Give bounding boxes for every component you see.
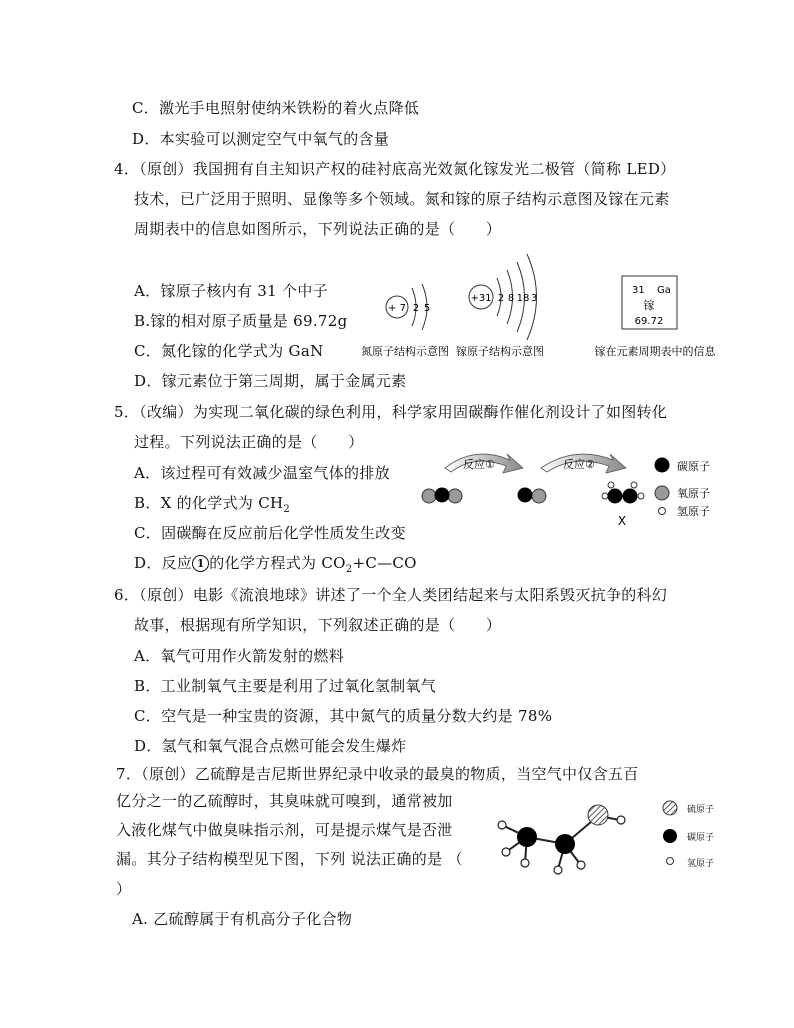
- ga-shell-1: 2: [497, 293, 505, 304]
- q5-option-b: [134, 493, 290, 520]
- q4-option-c: C．氮化镓的化学式为 GaN: [134, 342, 324, 360]
- q5-d-text-2: 的化学方程式为 CO: [209, 554, 346, 572]
- gallium-atom-diagram: [469, 254, 537, 340]
- reaction-2-arrow: [541, 454, 626, 473]
- n-shell-1: 2: [412, 303, 420, 314]
- q6-option-a: A．氧气可用作火箭发射的燃料: [134, 647, 345, 665]
- q7-stem-line4: 漏。其分子结构模型见下图，下列 说法正确的是 （: [116, 850, 463, 868]
- legend-hydrogen: 氢原子: [677, 505, 710, 518]
- q5-d-text-3: +C—CO: [352, 554, 417, 572]
- q5-figure: [415, 440, 735, 535]
- cell-mass: 69.72: [634, 316, 664, 327]
- nitrogen-atom-diagram: [386, 284, 430, 330]
- gallium-periodic-cell: [622, 276, 677, 329]
- cell-symbol: Ga: [657, 285, 671, 296]
- q5-b-text: B．X 的化学式为 CH: [134, 494, 284, 512]
- n-shell-2: 5: [423, 303, 431, 314]
- reaction-1-label: 反应①: [463, 458, 495, 471]
- q7-stem-line1: 7．（原创）乙硫醇是吉尼斯世界纪录中收录的最臭的物质，当空气中仅含五百: [116, 765, 639, 783]
- co-molecule: [518, 488, 547, 504]
- molecule-atoms: [498, 805, 625, 874]
- legend-carbon-q7: 碳原子: [687, 833, 715, 843]
- q7-stem-line2: 亿分之一的乙硫醇时，其臭味就可嗅到，通常被加: [116, 792, 453, 810]
- q5-option-a: A．该过程可有效减少温室气体的排放: [134, 464, 390, 482]
- reaction-2-label: 反应②: [563, 458, 595, 471]
- legend-sulfur: 硫原子: [687, 805, 715, 815]
- q6-stem-line1: 6．（原创）电影《流浪地球》讲述了一个全人类团结起来与太阳系毁灭抗争的科幻: [114, 586, 668, 604]
- q5-option-c: C．固碳酶在反应前后化学性质发生改变: [134, 524, 406, 542]
- legend-oxygen: 氧原子: [677, 487, 710, 500]
- ga-nucleus-label: +31: [470, 293, 492, 304]
- q5-d-subscript: 2: [345, 564, 353, 575]
- q4-stem-line1: 4．（原创）我国拥有自主知识产权的硅衬底高光效氮化镓发光二极管（简称 LED）: [114, 160, 676, 178]
- q5-stem-line1: 5．（改编）为实现二氧化碳的绿色利用，科学家用固碳酶作催化剂设计了如图转化: [114, 403, 668, 421]
- q7-stem-line3: 入液化煤气中做臭味指示剂，可是提示煤气是否泄: [116, 821, 453, 839]
- legend-hydrogen-q7: 氢原子: [687, 859, 715, 869]
- option-3d: D．本实验可以测定空气中氧气的含量: [132, 130, 390, 148]
- ga-shell-3: 18: [516, 293, 530, 304]
- q4-option-b: B.镓的相对原子质量是 69.72g: [134, 312, 348, 330]
- cell-number: 31: [632, 285, 645, 296]
- q5-b-subscript: 2: [283, 504, 291, 515]
- reaction-1-arrow: [445, 454, 523, 473]
- option-3c: C．激光手电照射使纳米铁粉的着火点降低: [132, 99, 420, 117]
- caption-gallium: 镓原子结构示意图: [456, 345, 544, 358]
- q7-stem-line5: ）: [116, 880, 132, 898]
- q4-option-d: D．镓元素位于第三周期，属于金属元素: [134, 372, 407, 390]
- cell-name: 镓: [643, 299, 655, 312]
- q7-option-a: A. 乙硫醇属于有机高分子化合物: [132, 910, 353, 928]
- q6-stem-line2: 故事，根据现有所学知识，下列叙述正确的是（ ）: [134, 616, 502, 634]
- q5-option-d: [134, 553, 417, 580]
- q4-option-a: A．镓原子核内有 31 个中子: [134, 282, 328, 300]
- ga-shell-2: 8: [507, 293, 515, 304]
- q5-legend: [655, 458, 711, 519]
- caption-nitrogen: 氮原子结构示意图: [361, 345, 449, 358]
- q7-legend: [663, 801, 714, 869]
- q5-stem-line2: 过程。下列说法正确的是（ ）: [134, 433, 364, 451]
- x-label: X: [617, 514, 627, 528]
- q5-d-text-1: D．反应: [134, 554, 193, 572]
- co2-molecule: [422, 488, 462, 504]
- q6-option-b: B．工业制氧气主要是利用了过氧化氢制氧气: [134, 677, 437, 695]
- q4-stem-line2: 技术，已广泛用于照明、显像等多个领域。氮和镓的原子结构示意图及镓在元素: [134, 190, 670, 208]
- q6-option-c: C．空气是一种宝贵的资源，其中氮气的质量分数大约是 78%: [134, 707, 553, 725]
- n-nucleus-label: + 7: [388, 303, 406, 314]
- q7-figure: [480, 790, 760, 890]
- q6-option-d: D．氢气和氧气混合点燃可能会发生爆炸: [134, 737, 407, 755]
- caption-periodic-cell: 镓在元素周期表中的信息: [594, 345, 716, 358]
- q5-d-circled-number: 1: [192, 555, 209, 572]
- q4-stem-line3: 周期表中的信息如图所示，下列说法正确的是（ ）: [134, 220, 502, 238]
- q4-figure: [350, 240, 730, 365]
- legend-carbon: 碳原子: [677, 460, 710, 473]
- x-molecule: [602, 482, 644, 528]
- ga-shell-4: 3: [530, 293, 538, 304]
